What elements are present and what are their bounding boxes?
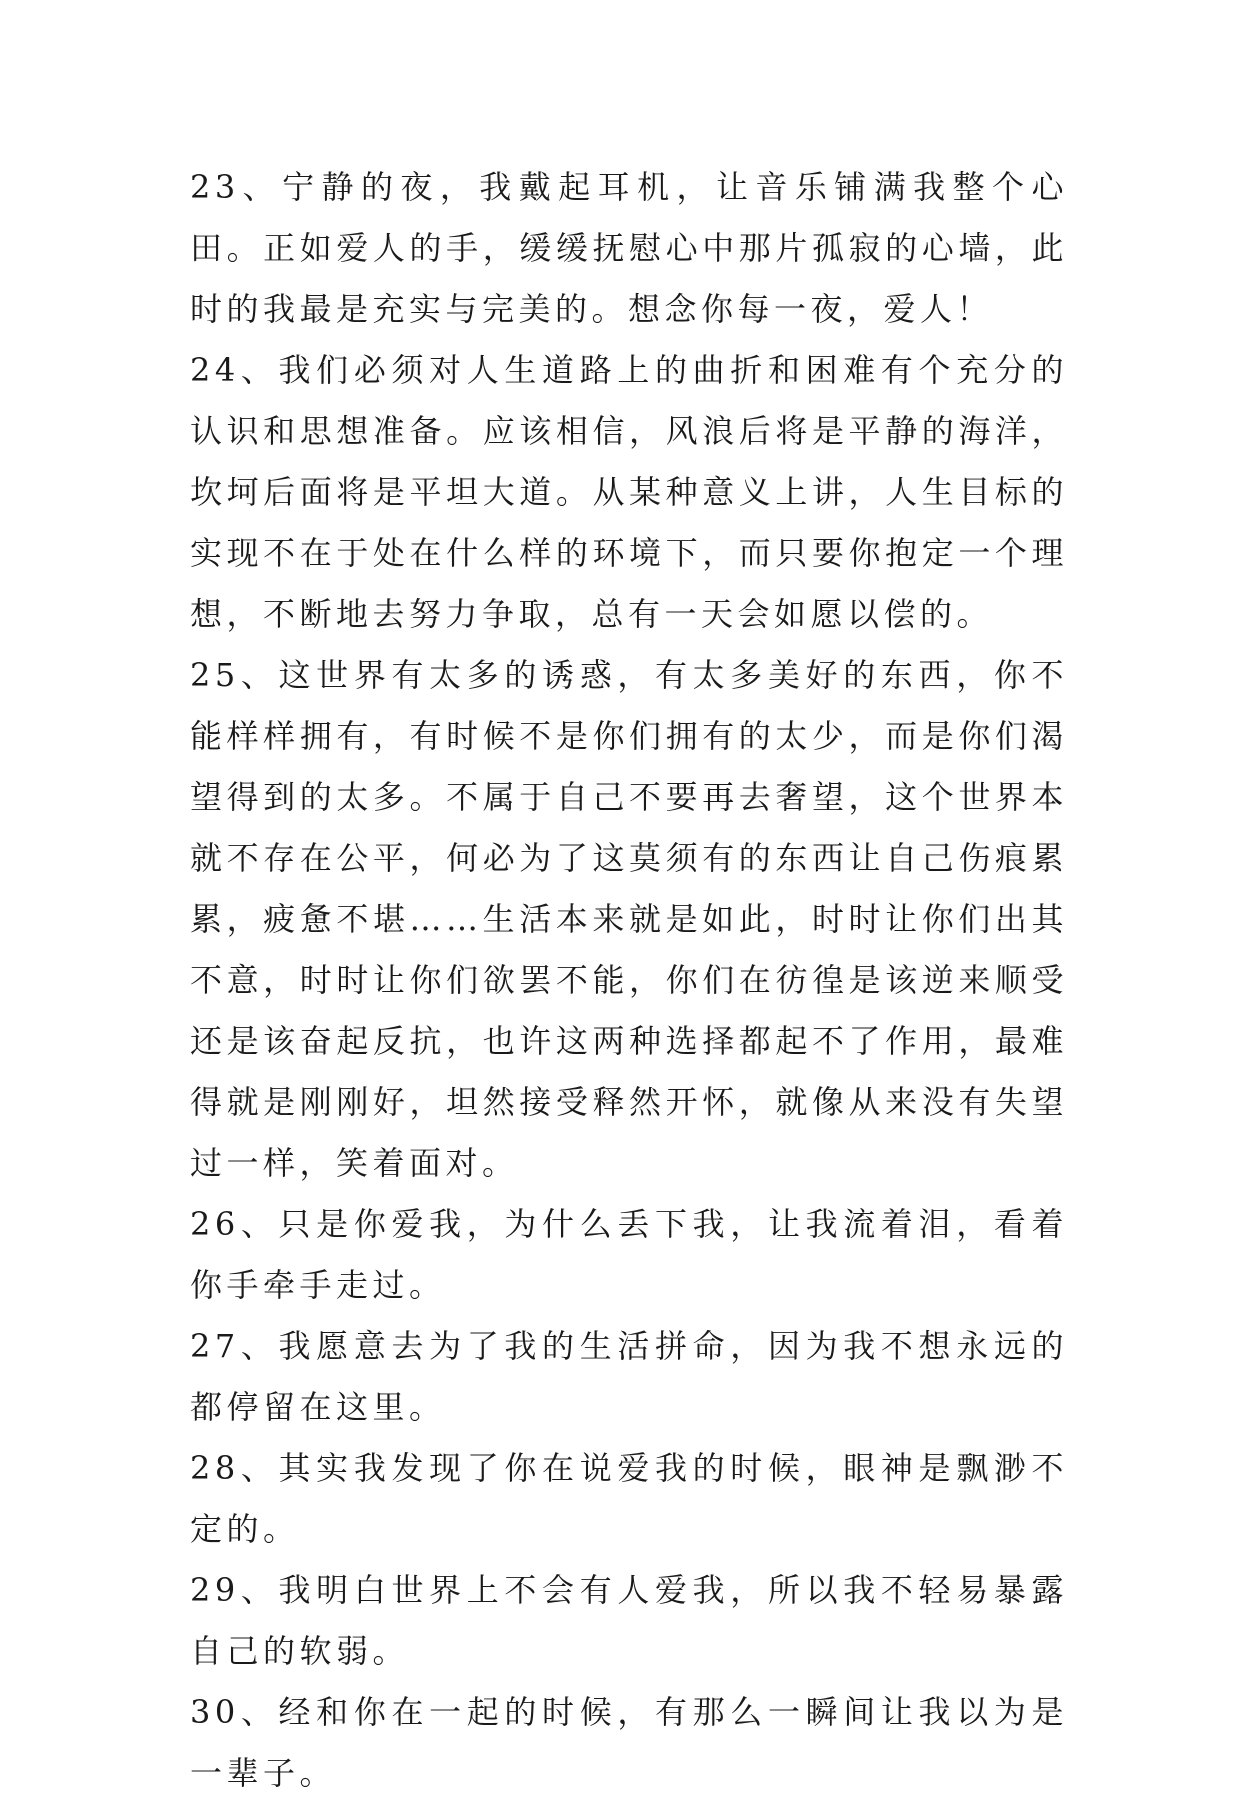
entry-26: 26、只是你爱我，为什么丢下我，让我流着泪，看着你手牵手走过。 (190, 1205, 1068, 1304)
document-body (190, 157, 1068, 1804)
entry-30: 30、经和你在一起的时候，有那么一瞬间让我以为是一辈子。 (190, 1693, 1068, 1792)
entry-25: 25、这世界有太多的诱惑，有太多美好的东西，你不能样样拥有，有时候不是你们拥有的太少，而是你们渴望得到的太多。不属于自己不要再去奢望，这个世界本就不存在公平，何必为了这莫须有的东西让自己伤痕累累，疲惫不堪……生活本来就是如此，时时让你们出其不意，时时让你们欲罢不能，你们在彷徨是该逆来顺受还是该奋起反抗，也许这两种选择都起不了作用，最难得就是刚刚好，坦然接受释然开怀，就像从来没有失望过一样，笑着面对。 (190, 656, 1068, 1182)
entry-29: 29、我明白世界上不会有人爱我，所以我不轻易暴露自己的软弱。 (190, 1571, 1068, 1670)
entry-24: 24、我们必须对人生道路上的曲折和困难有个充分的认识和思想准备。应该相信，风浪后将是平静的海洋，坎坷后面将是平坦大道。从某种意义上讲，人生目标的实现不在于处在什么样的环境下，而只要你抱定一个理想，不断地去努力争取，总有一天会如愿以偿的。 (190, 351, 1068, 633)
entry-28: 28、其实我发现了你在说爱我的时候，眼神是飘渺不定的。 (190, 1449, 1068, 1548)
entry-23: 23、宁静的夜，我戴起耳机，让音乐铺满我整个心田。正如爱人的手，缓缓抚慰心中那片孤寂的心墙，此时的我最是充实与完美的。想念你每一夜，爱人！ (190, 168, 1068, 328)
entry-27: 27、我愿意去为了我的生活拼命，因为我不想永远的都停留在这里。 (190, 1327, 1068, 1426)
